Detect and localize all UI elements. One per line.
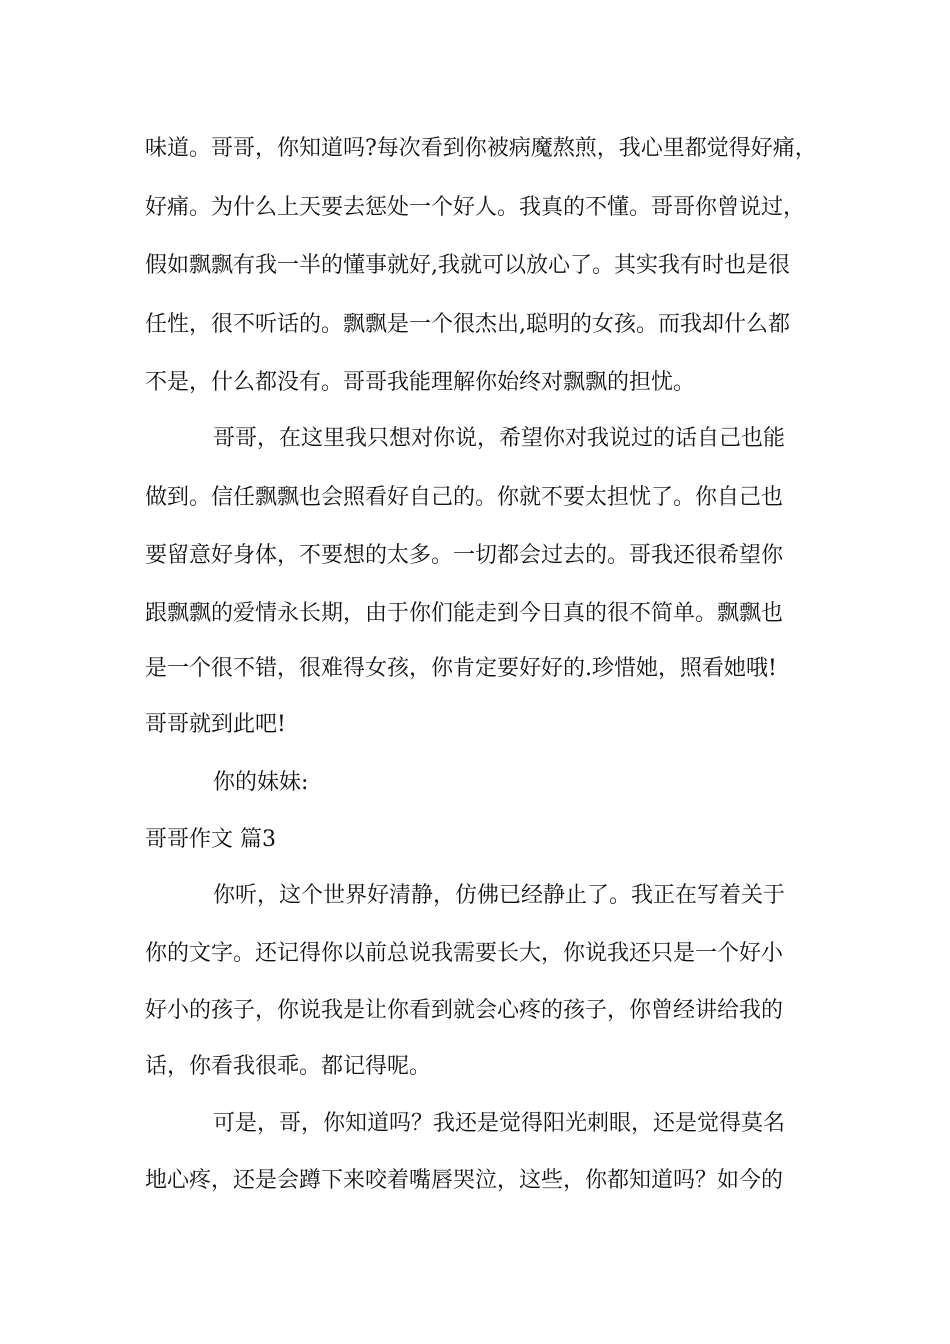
text-line: 不是，什么都没有。哥哥我能理解你始终对飘飘的担忧。 bbox=[145, 370, 696, 395]
paragraph-first-line: 你听，这个世界好清静，仿佛已经静止了。我正在写着关于 bbox=[213, 883, 786, 908]
text-line: 要留意好身体，不要想的太多。一切都会过去的。哥我还很希望你 bbox=[145, 543, 784, 568]
paragraph-first-line: 可是，哥，你知道吗？我还是觉得阳光刺眼，还是觉得莫名 bbox=[213, 1111, 786, 1136]
text-line: 话，你看我很乖。都记得呢。 bbox=[145, 1054, 432, 1079]
text-line: 好痛。为什么上天要去惩处一个好人。我真的不懂。哥哥你曾说过， bbox=[145, 195, 806, 220]
section-heading: 哥哥作文 篇3 bbox=[145, 827, 276, 852]
signature-line: 你的妹妹: bbox=[213, 770, 309, 795]
text-line: 假如飘飘有我一半的懂事就好,我就可以放心了。其实我有时也是很 bbox=[145, 253, 790, 278]
text-line: 味道。哥哥，你知道吗?每次看到你被病魔熬煎，我心里都觉得好痛， bbox=[145, 136, 817, 161]
text-line: 哥哥就到此吧! bbox=[145, 712, 286, 737]
text-line: 好小的孩子，你说我是让你看到就会心疼的孩子，你曾经讲给我的 bbox=[145, 998, 784, 1023]
text-line: 跟飘飘的爱情永长期，由于你们能走到今日真的很不简单。飘飘也 bbox=[145, 601, 784, 626]
text-line: 是一个很不错，很难得女孩，你肯定要好好的.珍惜她，照看她哦! bbox=[145, 656, 777, 681]
text-line: 你的文字。还记得你以前总说我需要长大，你说我还只是一个好小 bbox=[145, 941, 784, 966]
text-line: 地心疼，还是会蹲下来咬着嘴唇哭泣，这些，你都知道吗？如今的 bbox=[145, 1168, 784, 1193]
text-line: 做到。信任飘飘也会照看好自己的。你就不要太担忧了。你自己也 bbox=[145, 485, 784, 510]
text-line: 任性，很不听话的。飘飘是一个很杰出,聪明的女孩。而我却什么都 bbox=[145, 312, 790, 337]
paragraph-first-line: 哥哥，在这里我只想对你说，希望你对我说过的话自己也能 bbox=[213, 426, 786, 451]
